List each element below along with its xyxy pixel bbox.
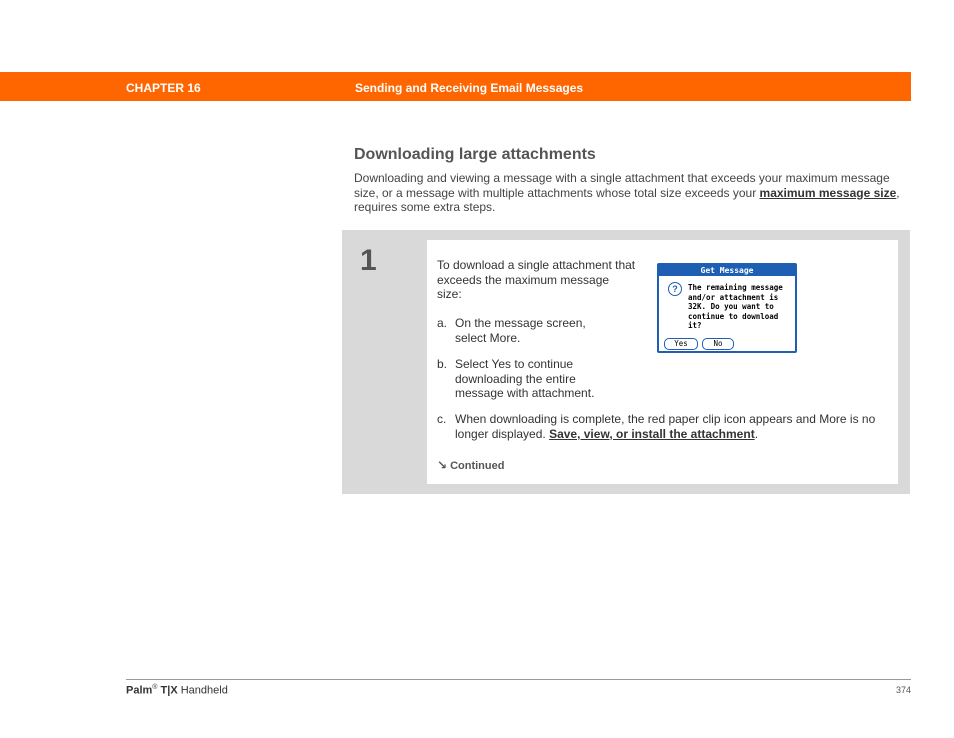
intro-text-end: , requires some extra steps. bbox=[354, 185, 900, 214]
maximum-message-size-link[interactable]: maximum message size bbox=[759, 185, 897, 200]
footer-model: T|X bbox=[160, 684, 178, 697]
chapter-header-bar bbox=[0, 72, 911, 101]
intro-paragraph bbox=[354, 171, 909, 215]
step-lead: To download a single attachment that exceeds the maximum message size: bbox=[437, 258, 636, 301]
dialog-message: The remaining message and/or attachment is 32K. Do you want to continue to download it? bbox=[688, 283, 783, 330]
dialog-yes-button[interactable]: Yes bbox=[664, 338, 698, 350]
substep-c bbox=[437, 412, 892, 441]
footer-divider bbox=[126, 679, 911, 680]
substep-c-label: c. bbox=[437, 412, 447, 426]
section-title: Downloading large attachments bbox=[354, 146, 596, 163]
intro-text: Downloading and viewing a message with a single attachment that exceeds your maximum message size, or a message with multiple attachments whose total size exceeds your bbox=[354, 171, 890, 200]
chapter-label: CHAPTER 16 bbox=[126, 81, 201, 95]
continued-link[interactable] bbox=[437, 458, 504, 472]
get-message-dialog bbox=[657, 263, 797, 353]
continued-label: Continued bbox=[450, 460, 505, 472]
dialog-title: Get Message bbox=[659, 265, 795, 276]
arrow-down-right-icon: ↘ bbox=[437, 458, 448, 472]
dialog-no-button[interactable]: No bbox=[702, 338, 734, 350]
substep-c-end: . bbox=[754, 426, 759, 441]
registered-mark: ® bbox=[152, 684, 158, 691]
substep-b-text: Select Yes to continue downloading the entire message with attachment. bbox=[455, 357, 595, 400]
question-icon: ? bbox=[668, 282, 682, 296]
chapter-title: Sending and Receiving Email Messages bbox=[355, 81, 584, 95]
substep-b-label: b. bbox=[437, 357, 448, 371]
substep-a-text: On the message screen, select More. bbox=[455, 316, 586, 345]
substep-b bbox=[437, 357, 617, 401]
save-view-install-link[interactable]: Save, view, or install the attachment bbox=[549, 426, 755, 441]
step-number: 1 bbox=[360, 244, 377, 277]
substep-a-label: a. bbox=[437, 316, 448, 330]
substep-c-text: When downloading is complete, the red paper clip icon appears and More is no longer displayed. bbox=[455, 412, 876, 441]
footer-product bbox=[126, 684, 228, 697]
footer-product-name: Handheld bbox=[180, 684, 228, 697]
substep-a bbox=[437, 316, 617, 345]
page-number: 374 bbox=[895, 685, 911, 695]
footer-brand: Palm bbox=[126, 684, 153, 697]
